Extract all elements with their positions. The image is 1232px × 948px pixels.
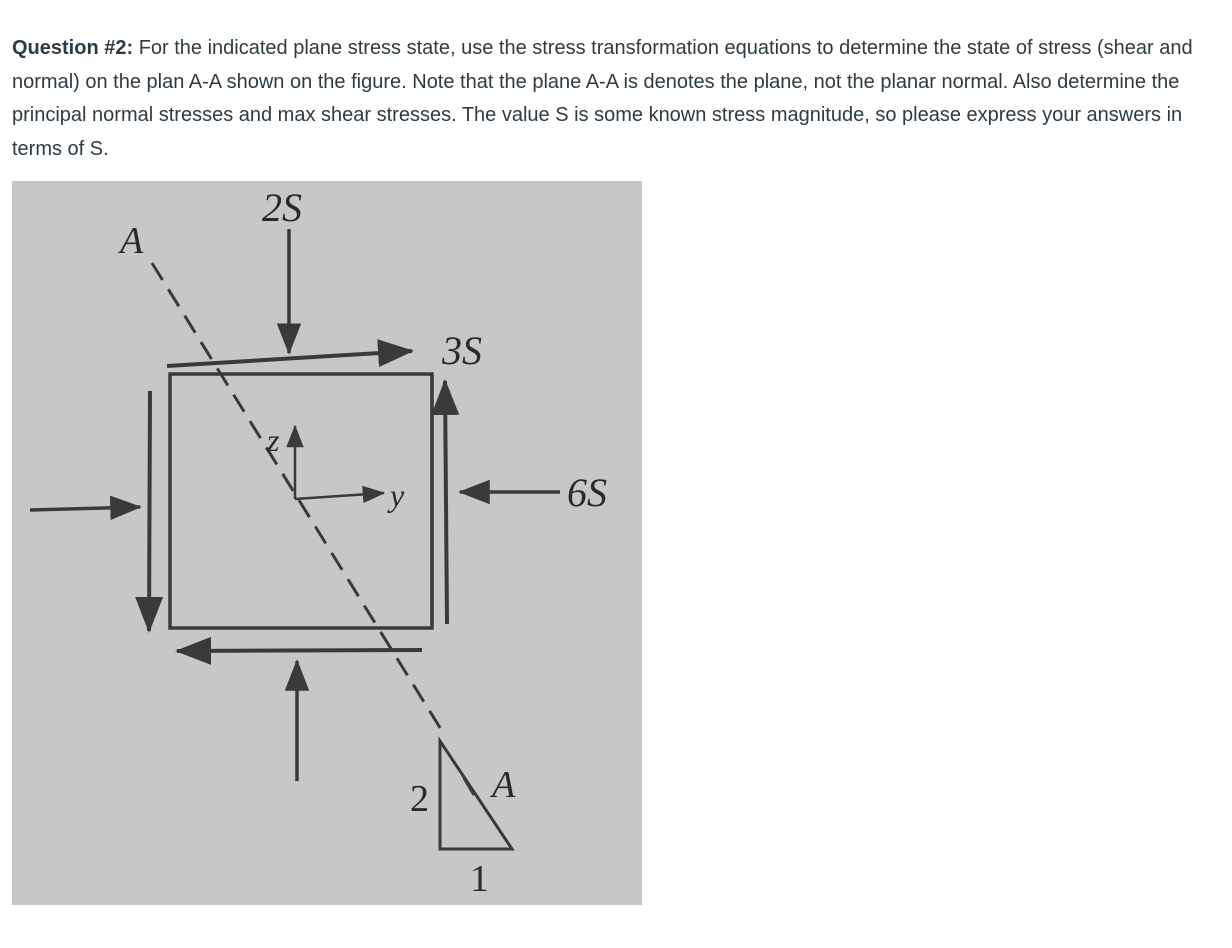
right-shear-arrow — [445, 381, 447, 624]
y-axis — [295, 493, 384, 499]
question-body: For the indicated plane stress state, use the stress transformation equations to determine the state of stress (shear and normal) on the plan A-A shown on the figure. Note that the plane A-A is denotes the plane, not the planar normal. Also determine the principal normal stresses and max shear stresses. The value S is some known stress magnitude, so please express your answers in terms of S. — [12, 37, 1193, 160]
label-axis-z: z — [267, 422, 280, 458]
stress-element-diagram — [12, 181, 642, 905]
left-shear-arrow — [149, 391, 150, 631]
bottom-shear-arrow — [177, 650, 422, 651]
label-plane-a-top: A — [120, 220, 144, 262]
label-normal-stress: 6S — [567, 470, 607, 515]
label-slope-rise: 2 — [410, 778, 429, 820]
slope-triangle-dash — [464, 778, 474, 795]
question-label: Question #2: — [12, 37, 134, 59]
label-top-stress: 2S — [262, 185, 302, 230]
label-plane-a-bottom: A — [492, 764, 516, 806]
stress-element-figure — [12, 181, 642, 905]
label-axis-y: y — [390, 477, 405, 513]
label-shear-stress: 3S — [442, 328, 482, 373]
question-text — [12, 32, 1212, 166]
top-shear-arrow — [167, 351, 412, 366]
left-normal-arrow — [30, 507, 140, 510]
label-slope-run: 1 — [470, 858, 489, 900]
